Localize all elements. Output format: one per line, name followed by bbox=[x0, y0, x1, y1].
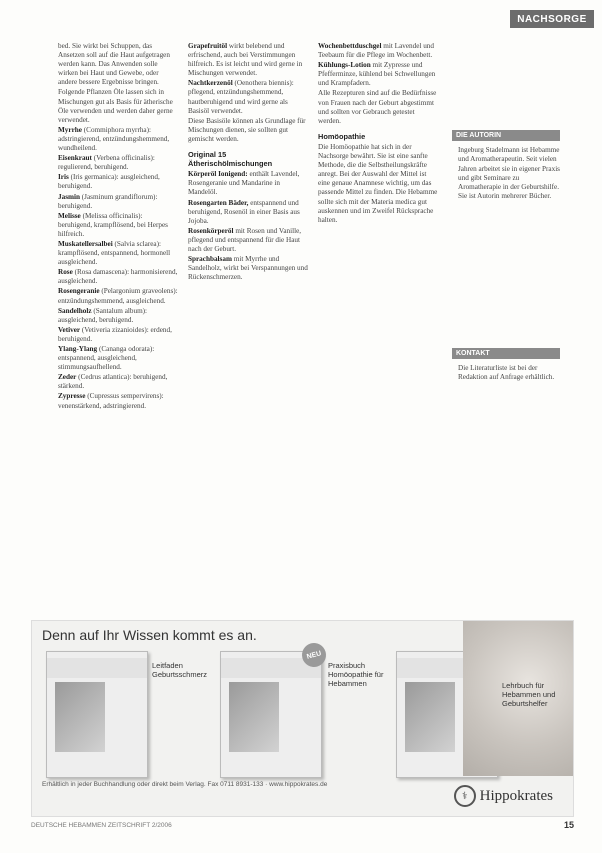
section-tab: NACHSORGE bbox=[510, 10, 594, 28]
ad-headline: Denn auf Ihr Wissen kommt es an. bbox=[42, 627, 257, 643]
book-cover-1[interactable] bbox=[46, 651, 148, 778]
term: Iris bbox=[58, 173, 69, 182]
paragraph-text: mit Myrrhe und Sandelholz, wirkt bei Verspannungen und Rückenschmerzen. bbox=[188, 255, 308, 282]
author-bio: Ingeburg Stadelmann ist Hebamme und Aromatherapeutin. Seit vielen Jahren arbeitet sie in eigener Praxis und gibt Seminare zu Aromatherapie in der Geburtshilfe. Sie ist Autorin mehrerer Bücher. bbox=[458, 146, 560, 201]
paragraph-text: (Rosa damascena): harmonisierend, ausgleichend. bbox=[58, 268, 178, 286]
paragraph bbox=[188, 42, 308, 78]
hippokrates-logo-icon: ⚕ bbox=[454, 785, 476, 807]
paragraph bbox=[318, 61, 438, 88]
term: Kühlungs-Lotion bbox=[318, 61, 371, 70]
term: Nachtkerzenöl bbox=[188, 79, 233, 88]
term: Rosengarten Bäder, bbox=[188, 198, 249, 207]
paragraph bbox=[188, 227, 308, 254]
paragraph-text: bed. Sie wirkt bei Schuppen, das Ansetzen soll auf die Haut aufgetragen werden kann. Das Anwenden solle wirken bei Haut und Gewebe, oder andere bessere Ergebnisse bringen. bbox=[58, 42, 170, 87]
advertisement[interactable] bbox=[31, 620, 574, 817]
paragraph-text: (Verbena officinalis): regulierend, beruhigend. bbox=[58, 154, 155, 172]
paragraph-text: Die Homöopathie hat sich in der Nachsorge bewährt. Sie ist eine sanfte Methode, die die Selbstheilungskräfte anregt. Bei der Auswahl der Mittel ist eine genaue Anamnese wichtig, um das passende Mittel zu finden. Die Hebamme sollte sich mit der Materia medica gut auskennen und im Zweifel Rücksprache halten. bbox=[318, 142, 438, 224]
term: Vetiver bbox=[58, 325, 81, 334]
term: Zeder bbox=[58, 373, 77, 382]
paragraph-text: Folgende Pflanzen Öle lassen sich in Mischungen gut als Basis für ätherische Öle verwenden und werden daher gerne verwendet. bbox=[58, 88, 173, 124]
paragraph-text: Alle Rezepturen sind auf die Bedürfnisse von Frauen nach der Geburt abgestimmt und sollten vor Gebrauch getestet werden. bbox=[318, 89, 437, 125]
term: Myrrhe bbox=[58, 125, 82, 134]
paragraph-text: (Commiphora myrrha): adstringierend, entzündungshemmend, wundheilend. bbox=[58, 125, 170, 153]
term: Jasmin bbox=[58, 192, 80, 201]
paragraph-text: wirkt belebend und erfrischend, auch bei Verstimmungen hilfreich. Es ist leicht und wird gerne in Mischungen verwendet. bbox=[188, 42, 303, 78]
contact-box-title: KONTAKT bbox=[452, 348, 560, 359]
paragraph bbox=[188, 255, 308, 282]
paragraph bbox=[58, 42, 178, 87]
paragraph bbox=[58, 240, 178, 267]
paragraph bbox=[58, 345, 178, 372]
ad-order-info: Erhältlich in jeder Buchhandlung oder direkt beim Verlag. Fax 0711 8931-133 · www.hippokrates.de bbox=[42, 781, 328, 788]
paragraph bbox=[318, 89, 438, 125]
paragraph-text: (Salvia sclarea): krampflösend, entspannend, hormonell ausgleichend. bbox=[58, 239, 171, 267]
paragraph-text: entspannend und beruhigend, Rosenöl in einer Basis aus Jojoba. bbox=[188, 198, 300, 225]
paragraph bbox=[58, 126, 178, 153]
paragraph bbox=[58, 173, 178, 191]
paragraph bbox=[188, 117, 308, 144]
term: Zypresse bbox=[58, 392, 86, 401]
term: Grapefruitöl bbox=[188, 42, 228, 50]
text-column-3 bbox=[318, 42, 438, 617]
term: Rosenkörperöl bbox=[188, 226, 234, 235]
term: Rosengeranie bbox=[58, 287, 100, 296]
term: Eisenkraut bbox=[58, 154, 92, 163]
term: Sandelholz bbox=[58, 306, 92, 315]
book-title-1: Leitfaden Geburtsschmerz bbox=[152, 661, 208, 679]
publisher-logo[interactable] bbox=[454, 785, 553, 807]
text-column-2 bbox=[188, 42, 308, 617]
subheading: Homöopathie bbox=[318, 131, 366, 141]
paragraph-text: (Jasminum grandiflorum): beruhigend. bbox=[58, 192, 158, 210]
page-number: 15 bbox=[563, 820, 574, 830]
term: Ylang-Ylang bbox=[58, 345, 98, 353]
book-title-2: Praxisbuch Homöopathie für Hebammen bbox=[328, 661, 384, 688]
paragraph-text: (Cedrus atlantica): beruhigend, stärkend. bbox=[58, 373, 168, 391]
paragraph bbox=[58, 268, 178, 286]
paragraph bbox=[58, 307, 178, 325]
publisher-name: Hippokrates bbox=[479, 787, 553, 804]
term: Rose bbox=[58, 268, 73, 277]
paragraph-text: (Vetiveria zizanioides): erdend, beruhigend. bbox=[58, 325, 172, 343]
paragraph-text: mit Zypresse und Pfefferminze, kühlend bei Schwellungen und Krampfadern. bbox=[318, 61, 436, 88]
paragraph-text: Diese Basisöle können als Grundlage für Mischungen dienen, sie sollten gut gemischt werden. bbox=[188, 116, 306, 143]
paragraph bbox=[58, 212, 178, 239]
paragraph-text: (Iris germanica): ausgleichend, beruhigend. bbox=[58, 173, 160, 191]
term: Sprachbalsam bbox=[188, 255, 232, 264]
paragraph bbox=[188, 79, 308, 115]
paragraph bbox=[318, 143, 438, 225]
paragraph bbox=[58, 326, 178, 344]
term: Wochenbettduschgel bbox=[318, 42, 382, 50]
subheading: Original 15 Ätherischölmischungen bbox=[188, 150, 273, 169]
paragraph-text: mit Rosen und Vanille, pflegend und entspannend für die Haut nach der Geburt. bbox=[188, 226, 302, 253]
paragraph bbox=[318, 42, 438, 60]
term: Melisse bbox=[58, 211, 81, 220]
contact-text: Die Literaturliste ist bei der Redaktion auf Anfrage erhältlich. bbox=[458, 364, 555, 382]
book-cover-2[interactable] bbox=[220, 651, 322, 778]
paragraph bbox=[58, 392, 178, 410]
new-badge-1: NEU bbox=[299, 640, 328, 669]
author-box-title: DIE AUTORIN bbox=[452, 130, 560, 141]
paragraph-text: (Oenothera biennis): pflegend, entzündungshemmend, hautberuhigend und wird gerne als Basisöl verwendet. bbox=[188, 79, 294, 115]
paragraph bbox=[188, 170, 308, 197]
paragraph-text: (Santalum album): ausgleichend, beruhigend. bbox=[58, 306, 148, 324]
book-title-3: Lehrbuch für Hebammen und Geburtshelfer bbox=[502, 681, 556, 708]
paragraph-text: (Cupressus sempervirens): venenstärkend, adstringierend. bbox=[58, 392, 164, 410]
paragraph bbox=[58, 154, 178, 172]
paragraph bbox=[58, 287, 178, 305]
term: Muskatellersalbei bbox=[58, 239, 113, 248]
paragraph bbox=[58, 193, 178, 211]
paragraph-text: (Cananga odorata): entspannend, ausgleichend, stimmungsaufhellend. bbox=[58, 345, 155, 372]
paragraph bbox=[58, 88, 178, 124]
paragraph-text: mit Lavendel und Teebaum für die Pflege im Wochenbett. bbox=[318, 42, 434, 60]
term: Körperöl Ionigend: bbox=[188, 170, 248, 179]
journal-footer: DEUTSCHE HEBAMMEN ZEITSCHRIFT 2/2006 bbox=[31, 822, 172, 829]
text-column-1 bbox=[58, 42, 178, 617]
paragraph-text: (Melissa officinalis): beruhigend, krampflösend, bei Herpes hilfreich. bbox=[58, 211, 168, 238]
paragraph bbox=[188, 199, 308, 226]
paragraph-text: enthält Lavendel, Rosengeranie und Mandarine in Mandelöl. bbox=[188, 170, 300, 197]
paragraph-text: (Pelargonium graveolens): entzündungshemmend, ausgleichend. bbox=[58, 287, 178, 305]
paragraph bbox=[58, 373, 178, 391]
